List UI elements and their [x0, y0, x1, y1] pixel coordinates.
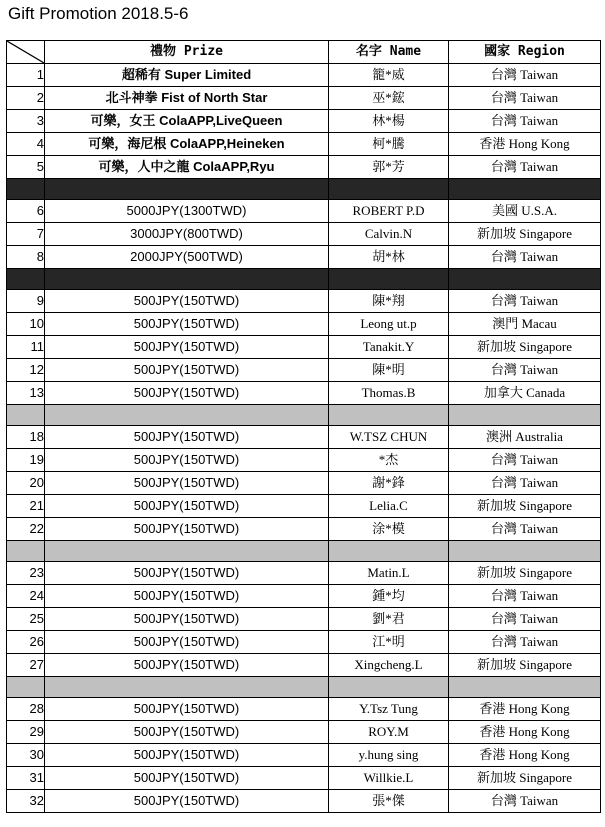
prize-cell: 可樂，人中之龍 ColaAPP,Ryu	[45, 156, 329, 179]
separator-cell	[329, 269, 449, 290]
table-row	[7, 336, 601, 359]
row-number: 8	[7, 246, 45, 269]
region-cell: 香港 Hong Kong	[449, 133, 601, 156]
prize-header: 禮物 Prize	[45, 41, 329, 64]
separator-cell	[329, 405, 449, 426]
table-row	[7, 313, 601, 336]
region-cell: 澳門 Macau	[449, 313, 601, 336]
row-number: 13	[7, 382, 45, 405]
prize-cell: 北斗神拳 Fist of North Star	[45, 87, 329, 110]
diagonal-divider-icon	[7, 41, 44, 63]
row-number: 2	[7, 87, 45, 110]
region-cell: 台灣 Taiwan	[449, 156, 601, 179]
row-number: 5	[7, 156, 45, 179]
light-separator-row	[7, 405, 601, 426]
separator-cell	[45, 405, 329, 426]
name-cell: 郭*芳	[329, 156, 449, 179]
row-number: 31	[7, 767, 45, 790]
prize-cell: 500JPY(150TWD)	[45, 313, 329, 336]
name-cell: W.TSZ CHUN	[329, 426, 449, 449]
table-row	[7, 110, 601, 133]
region-cell: 台灣 Taiwan	[449, 790, 601, 813]
prize-cell: 500JPY(150TWD)	[45, 744, 329, 767]
prize-cell: 500JPY(150TWD)	[45, 359, 329, 382]
table-row	[7, 654, 601, 677]
name-cell: Lelia.C	[329, 495, 449, 518]
table-row	[7, 608, 601, 631]
region-cell: 新加坡 Singapore	[449, 654, 601, 677]
row-number: 23	[7, 562, 45, 585]
name-cell: *杰	[329, 449, 449, 472]
prize-cell: 可樂，海尼根 ColaAPP,Heineken	[45, 133, 329, 156]
region-cell: 香港 Hong Kong	[449, 698, 601, 721]
table-body	[7, 64, 601, 813]
dark-separator-row	[7, 269, 601, 290]
separator-cell	[449, 179, 601, 200]
name-cell: 謝*鋒	[329, 472, 449, 495]
prize-cell: 500JPY(150TWD)	[45, 495, 329, 518]
table-row	[7, 767, 601, 790]
table-row	[7, 382, 601, 405]
row-number: 21	[7, 495, 45, 518]
name-cell: Willkie.L	[329, 767, 449, 790]
table-row	[7, 698, 601, 721]
prize-cell: 500JPY(150TWD)	[45, 562, 329, 585]
table-row	[7, 449, 601, 472]
name-cell: 籠*威	[329, 64, 449, 87]
table-row	[7, 518, 601, 541]
table-row	[7, 472, 601, 495]
table-row	[7, 156, 601, 179]
row-number: 7	[7, 223, 45, 246]
row-number: 20	[7, 472, 45, 495]
row-number: 26	[7, 631, 45, 654]
prize-cell: 500JPY(150TWD)	[45, 654, 329, 677]
table-row	[7, 64, 601, 87]
region-cell: 台灣 Taiwan	[449, 518, 601, 541]
prize-cell: 5000JPY(1300TWD)	[45, 200, 329, 223]
name-cell: 江*明	[329, 631, 449, 654]
separator-cell	[449, 405, 601, 426]
name-cell: Thomas.B	[329, 382, 449, 405]
region-cell: 台灣 Taiwan	[449, 87, 601, 110]
region-cell: 台灣 Taiwan	[449, 449, 601, 472]
table-row	[7, 359, 601, 382]
region-cell: 台灣 Taiwan	[449, 359, 601, 382]
table-row	[7, 246, 601, 269]
prize-cell: 500JPY(150TWD)	[45, 449, 329, 472]
name-cell: 胡*林	[329, 246, 449, 269]
row-number: 12	[7, 359, 45, 382]
header-row	[7, 41, 601, 64]
separator-cell	[329, 541, 449, 562]
row-number: 9	[7, 290, 45, 313]
light-separator-row	[7, 541, 601, 562]
name-cell: 張*傑	[329, 790, 449, 813]
page-title: Gift Promotion 2018.5-6	[8, 4, 189, 23]
row-number: 32	[7, 790, 45, 813]
row-number: 25	[7, 608, 45, 631]
region-cell: 加拿大 Canada	[449, 382, 601, 405]
table-row	[7, 495, 601, 518]
region-cell: 新加坡 Singapore	[449, 495, 601, 518]
prize-cell: 500JPY(150TWD)	[45, 585, 329, 608]
prize-cell: 500JPY(150TWD)	[45, 336, 329, 359]
dark-separator-row	[7, 179, 601, 200]
name-cell: Calvin.N	[329, 223, 449, 246]
separator-cell	[7, 269, 45, 290]
separator-cell	[329, 677, 449, 698]
region-cell: 新加坡 Singapore	[449, 223, 601, 246]
prize-cell: 500JPY(150TWD)	[45, 382, 329, 405]
name-cell: 柯*騰	[329, 133, 449, 156]
region-cell: 台灣 Taiwan	[449, 246, 601, 269]
separator-cell	[7, 179, 45, 200]
prize-cell: 500JPY(150TWD)	[45, 426, 329, 449]
row-number: 6	[7, 200, 45, 223]
table-row	[7, 721, 601, 744]
row-number: 4	[7, 133, 45, 156]
region-cell: 新加坡 Singapore	[449, 767, 601, 790]
name-cell: 劉*君	[329, 608, 449, 631]
name-cell: 涂*模	[329, 518, 449, 541]
prize-cell: 500JPY(150TWD)	[45, 790, 329, 813]
region-cell: 新加坡 Singapore	[449, 562, 601, 585]
separator-cell	[329, 179, 449, 200]
name-header: 名字 Name	[329, 41, 449, 64]
region-cell: 台灣 Taiwan	[449, 472, 601, 495]
prize-cell: 500JPY(150TWD)	[45, 698, 329, 721]
row-number: 27	[7, 654, 45, 677]
prize-cell: 500JPY(150TWD)	[45, 631, 329, 654]
row-number: 19	[7, 449, 45, 472]
table-row	[7, 426, 601, 449]
region-header: 國家 Region	[449, 41, 601, 64]
region-cell: 香港 Hong Kong	[449, 744, 601, 767]
name-cell: Xingcheng.L	[329, 654, 449, 677]
name-cell: ROY.M	[329, 721, 449, 744]
separator-cell	[7, 677, 45, 698]
table-row	[7, 744, 601, 767]
name-cell: Leong ut.p	[329, 313, 449, 336]
name-cell: 林*楊	[329, 110, 449, 133]
corner-cell	[7, 41, 45, 64]
row-number: 22	[7, 518, 45, 541]
name-cell: Y.Tsz Tung	[329, 698, 449, 721]
name-cell: 陳*翔	[329, 290, 449, 313]
prize-cell: 500JPY(150TWD)	[45, 518, 329, 541]
prize-cell: 500JPY(150TWD)	[45, 290, 329, 313]
row-number: 1	[7, 64, 45, 87]
table-row	[7, 790, 601, 813]
row-number: 24	[7, 585, 45, 608]
separator-cell	[45, 269, 329, 290]
name-cell: y.hung sing	[329, 744, 449, 767]
separator-cell	[449, 541, 601, 562]
name-cell: Matin.L	[329, 562, 449, 585]
region-cell: 新加坡 Singapore	[449, 336, 601, 359]
name-cell: 鍾*均	[329, 585, 449, 608]
prize-cell: 500JPY(150TWD)	[45, 472, 329, 495]
table-row	[7, 290, 601, 313]
region-cell: 台灣 Taiwan	[449, 631, 601, 654]
table-row	[7, 562, 601, 585]
prize-winners-table	[6, 40, 601, 813]
prize-cell: 500JPY(150TWD)	[45, 608, 329, 631]
row-number: 30	[7, 744, 45, 767]
row-number: 11	[7, 336, 45, 359]
prize-cell: 500JPY(150TWD)	[45, 767, 329, 790]
name-cell: 陳*明	[329, 359, 449, 382]
table-row	[7, 87, 601, 110]
region-cell: 台灣 Taiwan	[449, 110, 601, 133]
prize-cell: 超稀有 Super Limited	[45, 64, 329, 87]
prize-cell: 500JPY(150TWD)	[45, 721, 329, 744]
separator-cell	[449, 677, 601, 698]
prize-cell: 2000JPY(500TWD)	[45, 246, 329, 269]
region-cell: 香港 Hong Kong	[449, 721, 601, 744]
row-number: 10	[7, 313, 45, 336]
table-row	[7, 200, 601, 223]
separator-cell	[7, 405, 45, 426]
name-cell: ROBERT P.D	[329, 200, 449, 223]
separator-cell	[7, 541, 45, 562]
row-number: 3	[7, 110, 45, 133]
region-cell: 美國 U.S.A.	[449, 200, 601, 223]
table-row	[7, 133, 601, 156]
prize-cell: 可樂，女王 ColaAPP,LiveQueen	[45, 110, 329, 133]
light-separator-row	[7, 677, 601, 698]
separator-cell	[45, 179, 329, 200]
region-cell: 台灣 Taiwan	[449, 585, 601, 608]
table-row	[7, 585, 601, 608]
region-cell: 澳洲 Australia	[449, 426, 601, 449]
table-row	[7, 631, 601, 654]
separator-cell	[45, 541, 329, 562]
table-row	[7, 223, 601, 246]
separator-cell	[45, 677, 329, 698]
row-number: 18	[7, 426, 45, 449]
name-cell: Tanakit.Y	[329, 336, 449, 359]
region-cell: 台灣 Taiwan	[449, 290, 601, 313]
region-cell: 台灣 Taiwan	[449, 64, 601, 87]
prize-cell: 3000JPY(800TWD)	[45, 223, 329, 246]
row-number: 29	[7, 721, 45, 744]
separator-cell	[449, 269, 601, 290]
region-cell: 台灣 Taiwan	[449, 608, 601, 631]
name-cell: 巫*鋐	[329, 87, 449, 110]
row-number: 28	[7, 698, 45, 721]
